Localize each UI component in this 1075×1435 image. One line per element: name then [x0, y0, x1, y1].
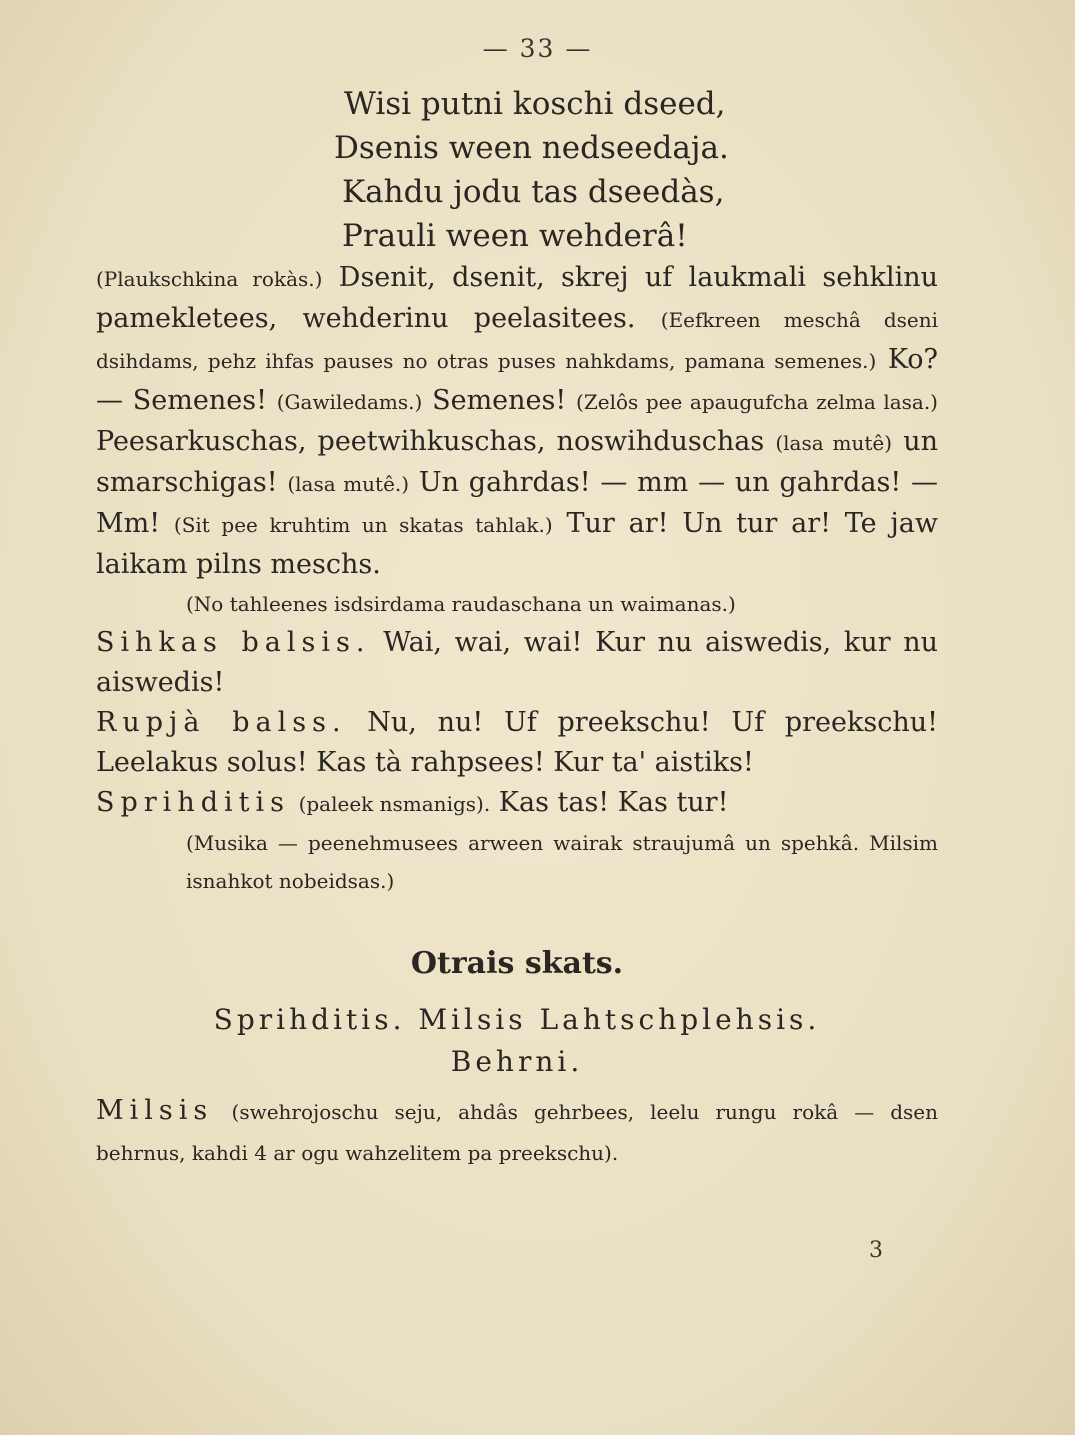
stage-direction: (Zelôs pee apaugufcha zelma lasa.)	[576, 390, 938, 414]
paragraph	[96, 258, 938, 623]
stage-direction: (Gawiledams.)	[276, 390, 423, 414]
dialogue: un smarschigas!	[96, 426, 938, 498]
paragraph	[96, 623, 938, 703]
stage-direction: (lasa mutê)	[775, 431, 893, 455]
paragraph	[96, 783, 938, 900]
dialogue: Ko? — Semenes!	[96, 344, 938, 416]
page-number: — 33 —	[482, 34, 593, 63]
speaker-name: Milsis	[96, 1095, 214, 1126]
speaker-name: Sihkas balsis.	[96, 627, 371, 658]
dialogue: Dsenit, dsenit, skrej uf laukmali sehklinu pamekletees, wehderinu peelasitees.	[96, 262, 938, 334]
signature-mark: 3	[869, 1238, 883, 1263]
verse-line: Prauli ween wehderâ!	[342, 218, 688, 254]
section-title: Otrais skats.	[410, 946, 624, 981]
cast-list: Sprihditis. Milsis Lahtschplehsis.	[213, 1003, 821, 1036]
stage-direction: (paleek nsmanigs).	[298, 792, 491, 816]
stage-direction: (Eefkreen meschâ dseni dsihdams, pehz ihfas pauses no otras puses nahkdams, pamana semenes.)	[96, 308, 938, 373]
dialogue: Kas tas! Kas tur!	[498, 787, 729, 818]
cast-list: Behrni.	[450, 1045, 584, 1078]
dialogue: Un gahrdas! — mm — un gahrdas! — Mm!	[96, 467, 938, 539]
speaker-name: Sprihditis	[96, 787, 290, 818]
stage-direction: (Musika — peenehmusees arween wairak straujumâ un spehkâ. Milsim isnahkot nobeidsas.)	[186, 831, 938, 893]
stage-direction: (swehrojoschu seju, ahdâs gehrbees, leelu rungu rokâ — dsen behrnus, kahdi 4 ar ogu wahzelitem pa preekschu).	[96, 1100, 938, 1165]
stage-direction: (Sit pee kruhtim un skatas tahlak.)	[173, 513, 553, 537]
stage-direction: (No tahleenes isdsirdama raudaschana un waimanas.)	[186, 592, 736, 616]
speaker-name: Rupjà balss.	[96, 707, 347, 738]
stage-direction: (lasa mutê.)	[287, 472, 410, 496]
verse-line: Kahdu jodu tas dseedàs,	[342, 174, 725, 210]
paragraph	[96, 703, 938, 783]
stage-direction: (Plaukschkina rokàs.)	[96, 267, 323, 291]
dialogue: Wai, wai, wai! Kur nu aiswedis, kur nu aiswedis!	[96, 627, 938, 698]
page-content	[96, 82, 938, 1173]
dialogue: Semenes!	[432, 385, 567, 416]
dialogue: Peesarkuschas, peetwihkuschas, noswihduschas	[96, 426, 765, 457]
paragraph	[96, 1091, 938, 1173]
verse-line: Dsenis ween nedseedaja.	[334, 130, 729, 166]
dialogue: Tur ar! Un tur ar! Te jaw laikam pilns meschs.	[96, 508, 938, 580]
dialogue: Nu, nu! Uf preekschu! Uf preekschu! Leelakus solus! Kas tà rahpsees! Kur ta' aistiks!	[96, 707, 938, 778]
verse-line: Wisi putni koschi dseed,	[344, 86, 726, 122]
